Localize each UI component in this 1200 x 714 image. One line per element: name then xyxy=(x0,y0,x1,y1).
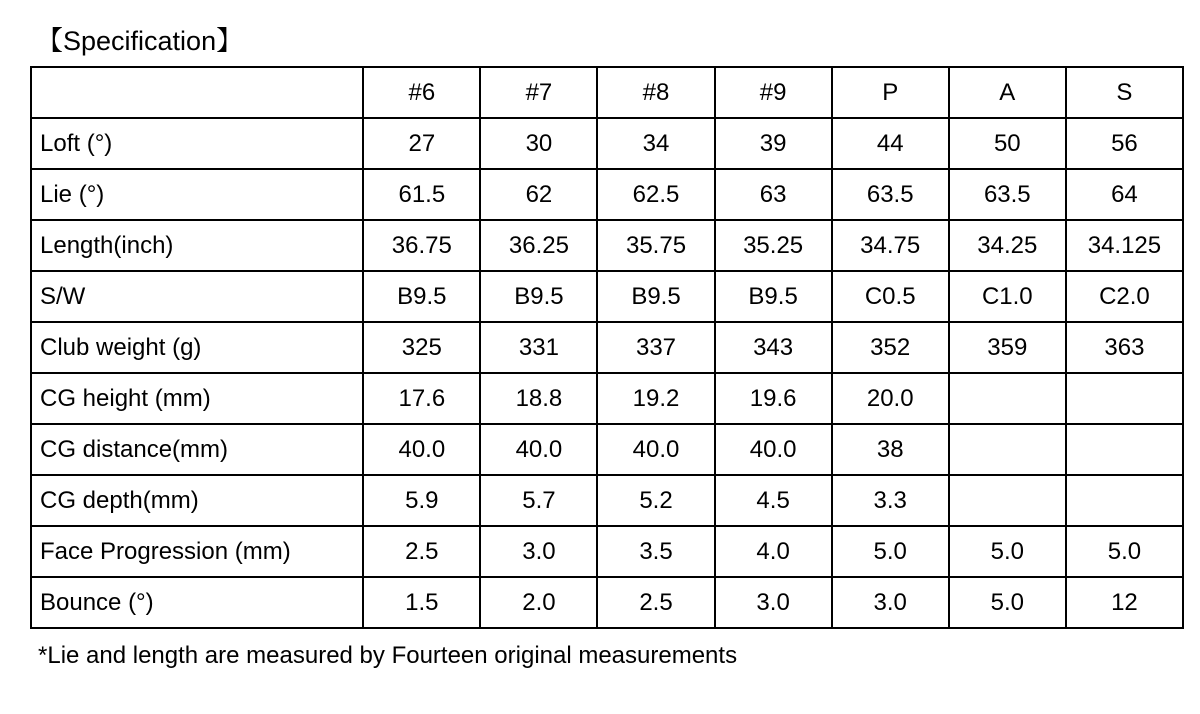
row-label: Lie (°) xyxy=(31,169,363,220)
table-footnote: *Lie and length are measured by Fourteen original measurements xyxy=(38,642,738,669)
table-cell: 325 xyxy=(363,322,480,373)
table-cell: C2.0 xyxy=(1066,271,1183,322)
row-label: CG depth(mm) xyxy=(31,475,363,526)
table-cell: 34.25 xyxy=(949,220,1066,271)
table-cell: 331 xyxy=(480,322,597,373)
table-cell: B9.5 xyxy=(597,271,714,322)
table-cell: 3.5 xyxy=(597,526,714,577)
table-column-header: #7 xyxy=(480,67,597,118)
table-cell xyxy=(949,424,1066,475)
table-cell: 5.0 xyxy=(832,526,949,577)
table-cell: 3.0 xyxy=(715,577,832,628)
table-header xyxy=(31,67,1183,118)
table-cell: 17.6 xyxy=(363,373,480,424)
table-cell: 27 xyxy=(363,118,480,169)
table-cell: 12 xyxy=(1066,577,1183,628)
table-cell: 34.125 xyxy=(1066,220,1183,271)
table-cell: 19.2 xyxy=(597,373,714,424)
table-cell: 50 xyxy=(949,118,1066,169)
table-cell: 352 xyxy=(832,322,949,373)
row-label: S/W xyxy=(31,271,363,322)
table-column-header: #9 xyxy=(715,67,832,118)
table-cell: C1.0 xyxy=(949,271,1066,322)
table-cell: 64 xyxy=(1066,169,1183,220)
table-row xyxy=(31,577,1183,628)
row-label: Length(inch) xyxy=(31,220,363,271)
table-column-header: P xyxy=(832,67,949,118)
table-cell: 40.0 xyxy=(480,424,597,475)
table-row xyxy=(31,271,1183,322)
table-cell: 63.5 xyxy=(949,169,1066,220)
table-cell: 363 xyxy=(1066,322,1183,373)
row-label: CG height (mm) xyxy=(31,373,363,424)
table-cell: 40.0 xyxy=(597,424,714,475)
specification-table xyxy=(30,66,1184,629)
table-row xyxy=(31,322,1183,373)
table-cell: 39 xyxy=(715,118,832,169)
table-header-row xyxy=(31,67,1183,118)
table-cell: 5.9 xyxy=(363,475,480,526)
table-cell: 359 xyxy=(949,322,1066,373)
table-cell: 36.75 xyxy=(363,220,480,271)
table-row xyxy=(31,526,1183,577)
table-cell: 20.0 xyxy=(832,373,949,424)
table-cell xyxy=(1066,373,1183,424)
table-cell: 337 xyxy=(597,322,714,373)
table-cell: 5.0 xyxy=(949,577,1066,628)
table-cell: 4.5 xyxy=(715,475,832,526)
table-cell: 56 xyxy=(1066,118,1183,169)
table-column-header: #8 xyxy=(597,67,714,118)
table-cell: 343 xyxy=(715,322,832,373)
table-row xyxy=(31,475,1183,526)
table-cell: 2.5 xyxy=(597,577,714,628)
table-row xyxy=(31,424,1183,475)
table-cell: 18.8 xyxy=(480,373,597,424)
table-cell: 4.0 xyxy=(715,526,832,577)
table-column-header: A xyxy=(949,67,1066,118)
table-cell: 44 xyxy=(832,118,949,169)
table-cell xyxy=(1066,424,1183,475)
table-cell: B9.5 xyxy=(715,271,832,322)
row-label: Loft (°) xyxy=(31,118,363,169)
table-column-header: #6 xyxy=(363,67,480,118)
row-label: Face Progression (mm) xyxy=(31,526,363,577)
table-cell: 40.0 xyxy=(363,424,480,475)
table-row xyxy=(31,118,1183,169)
table-cell: 3.3 xyxy=(832,475,949,526)
table-cell: 2.0 xyxy=(480,577,597,628)
table-cell: 1.5 xyxy=(363,577,480,628)
table-cell: 38 xyxy=(832,424,949,475)
table-cell xyxy=(1066,475,1183,526)
table-cell: 5.2 xyxy=(597,475,714,526)
table-cell: 61.5 xyxy=(363,169,480,220)
table-cell: 5.0 xyxy=(949,526,1066,577)
table-cell: 35.75 xyxy=(597,220,714,271)
table-cell: B9.5 xyxy=(480,271,597,322)
table-column-header: S xyxy=(1066,67,1183,118)
table-row xyxy=(31,169,1183,220)
table-cell: B9.5 xyxy=(363,271,480,322)
table-row xyxy=(31,373,1183,424)
table-cell: 2.5 xyxy=(363,526,480,577)
page-title: 【Specification】 xyxy=(36,26,244,56)
table-cell: 5.0 xyxy=(1066,526,1183,577)
table-cell: 36.25 xyxy=(480,220,597,271)
row-label: CG distance(mm) xyxy=(31,424,363,475)
table-cell: 35.25 xyxy=(715,220,832,271)
table-body xyxy=(31,118,1183,628)
table-cell: 19.6 xyxy=(715,373,832,424)
table-cell: 63.5 xyxy=(832,169,949,220)
table-corner-cell xyxy=(31,67,363,118)
row-label: Bounce (°) xyxy=(31,577,363,628)
table-cell xyxy=(949,475,1066,526)
table-cell: 3.0 xyxy=(832,577,949,628)
table-cell: 62 xyxy=(480,169,597,220)
table-cell: 63 xyxy=(715,169,832,220)
table-cell: 5.7 xyxy=(480,475,597,526)
table-row xyxy=(31,220,1183,271)
table-cell: 34 xyxy=(597,118,714,169)
table-cell: 62.5 xyxy=(597,169,714,220)
row-label: Club weight (g) xyxy=(31,322,363,373)
table-cell xyxy=(949,373,1066,424)
table-cell: 30 xyxy=(480,118,597,169)
table-cell: 40.0 xyxy=(715,424,832,475)
table-cell: 34.75 xyxy=(832,220,949,271)
table-cell: 3.0 xyxy=(480,526,597,577)
table-cell: C0.5 xyxy=(832,271,949,322)
